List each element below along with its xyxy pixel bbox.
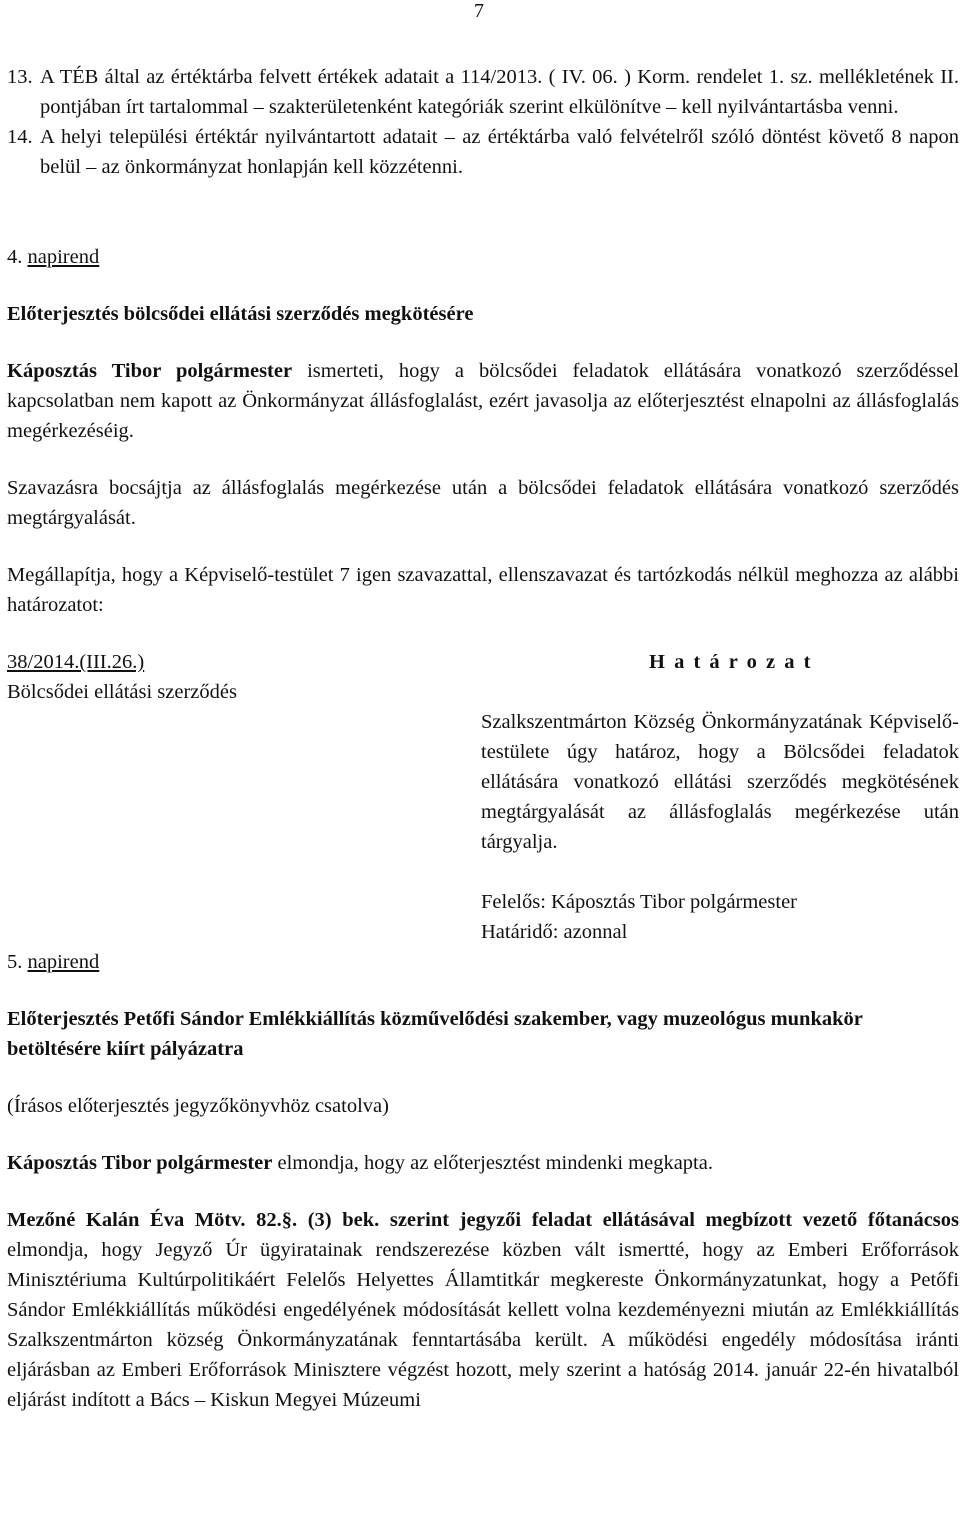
list-text: A helyi települési értéktár nyilvántartott adatait – az értéktárba való felvételről szóló döntést követő 8 napon belül – az önkormányzat honlapján kell közzétenni. bbox=[40, 126, 959, 178]
agenda-number: 4. bbox=[7, 246, 23, 268]
agenda-number: 5. bbox=[7, 951, 23, 973]
list-item-14 bbox=[7, 122, 959, 182]
agenda-4-label bbox=[7, 242, 959, 272]
page-number: 7 bbox=[474, 0, 484, 22]
resolution-block bbox=[7, 647, 959, 947]
paragraph-text: elmondja, hogy az előterjesztést mindenki megkapta. bbox=[272, 1152, 713, 1174]
speaker-name: Káposztás Tibor polgármester bbox=[7, 360, 293, 382]
resolution-text: Szalkszentmárton Község Önkormányzatának Képviselő-testülete úgy határoz, hogy a Bölcsődei feladatok ellátására vonatkozó ellátási szerződés megkötésének megtárgyalását az állásfoglalás megérkezése után tárgyalja. bbox=[481, 711, 959, 853]
list-number: 13. bbox=[7, 66, 33, 88]
agenda-5-paragraph-1 bbox=[7, 1148, 959, 1178]
agenda-5-attachment-note: (Írásos előterjesztés jegyzőkönyvhöz csatolva) bbox=[7, 1095, 389, 1117]
resolution-number: 38/2014.(III.26.) bbox=[7, 651, 145, 673]
list-text: A TÉB által az értéktárba felvett értékek adatait a 114/2013. ( IV. 06. ) Korm. rendelet 1. sz. mellékletének II. pontjában írt tartalommal – szakterületenként kategóriák szerint elkülönítve – kell nyilvántartásba venni. bbox=[40, 66, 959, 118]
agenda-4-heading: Előterjesztés bölcsődei ellátási szerződés megkötésére bbox=[7, 303, 474, 325]
list-item-13 bbox=[7, 62, 959, 122]
paragraph-text: ismerteti, hogy a bölcsődei feladatok ellátására vonatkozó szerződéssel kapcsolatban nem kapott az Önkormányzat állásfoglalást, ezért javasolja az előterjesztést elnapolni az állásfoglalás megérkezéséig. bbox=[7, 360, 960, 442]
resolution-body bbox=[481, 707, 959, 947]
agenda-5-heading: Előterjesztés Petőfi Sándor Emlékkiállítás közművelődési szakember, vagy muzeológus munkakör betöltésére kiírt pályázatra bbox=[7, 1008, 863, 1060]
agenda-word: napirend bbox=[27, 951, 100, 973]
agenda-4-paragraph-3: Megállapítja, hogy a Képviselő-testület 7 igen szavazattal, ellenszavazat és tartózkodás nélkül meghozza az alábbi határozatot: bbox=[7, 564, 959, 616]
document-body bbox=[7, 62, 959, 1415]
resolution-deadline: Határidő: azonnal bbox=[481, 921, 628, 943]
paragraph-text: elmondja, hogy Jegyző Úr ügyiratainak rendszerezése közben vált ismertté, hogy az Emberi Erőforrások Minisztériuma Kultúrpolitikáért Felelős Helyettes Államtitkár megkereste Önkormányzatunkat, hogy a Petőfi Sándor Emlékkiállítás működési engedélyének módosítását kellett volna kezdeményezni miután az Emlékkiállítás Szalkszentmárton község Önkormányzatának fenntartásába került. A működési engedély módosítása iránti eljárásban az Emberi Erőforrások Minisztere végzést hozott, mely szerint a hatóság 2014. január 22-én hivatalból eljárást indított a Bács – Kiskun Megyei Múzeumi bbox=[7, 1239, 959, 1411]
speaker-name: Mezőné Kalán Éva Mötv. 82.§. (3) bek. szerint jegyzői feladat ellátásával megbízott vezető főtanácsos bbox=[7, 1209, 959, 1231]
agenda-5-paragraph-2 bbox=[7, 1205, 959, 1415]
agenda-4-paragraph-1 bbox=[7, 356, 959, 446]
resolution-heading: H a t á r o z a t bbox=[649, 651, 813, 673]
list-number: 14. bbox=[7, 126, 33, 148]
agenda-5-label bbox=[7, 947, 959, 977]
resolution-title: Bölcsődei ellátási szerződés bbox=[7, 681, 237, 703]
agenda-4-paragraph-2: Szavazásra bocsájtja az állásfoglalás megérkezése után a bölcsődei feladatok ellátására vonatkozó szerződés megtárgyalását. bbox=[7, 477, 959, 529]
speaker-name: Káposztás Tibor polgármester bbox=[7, 1152, 273, 1174]
agenda-word: napirend bbox=[27, 246, 100, 268]
resolution-responsible: Felelős: Káposztás Tibor polgármester bbox=[481, 891, 798, 913]
